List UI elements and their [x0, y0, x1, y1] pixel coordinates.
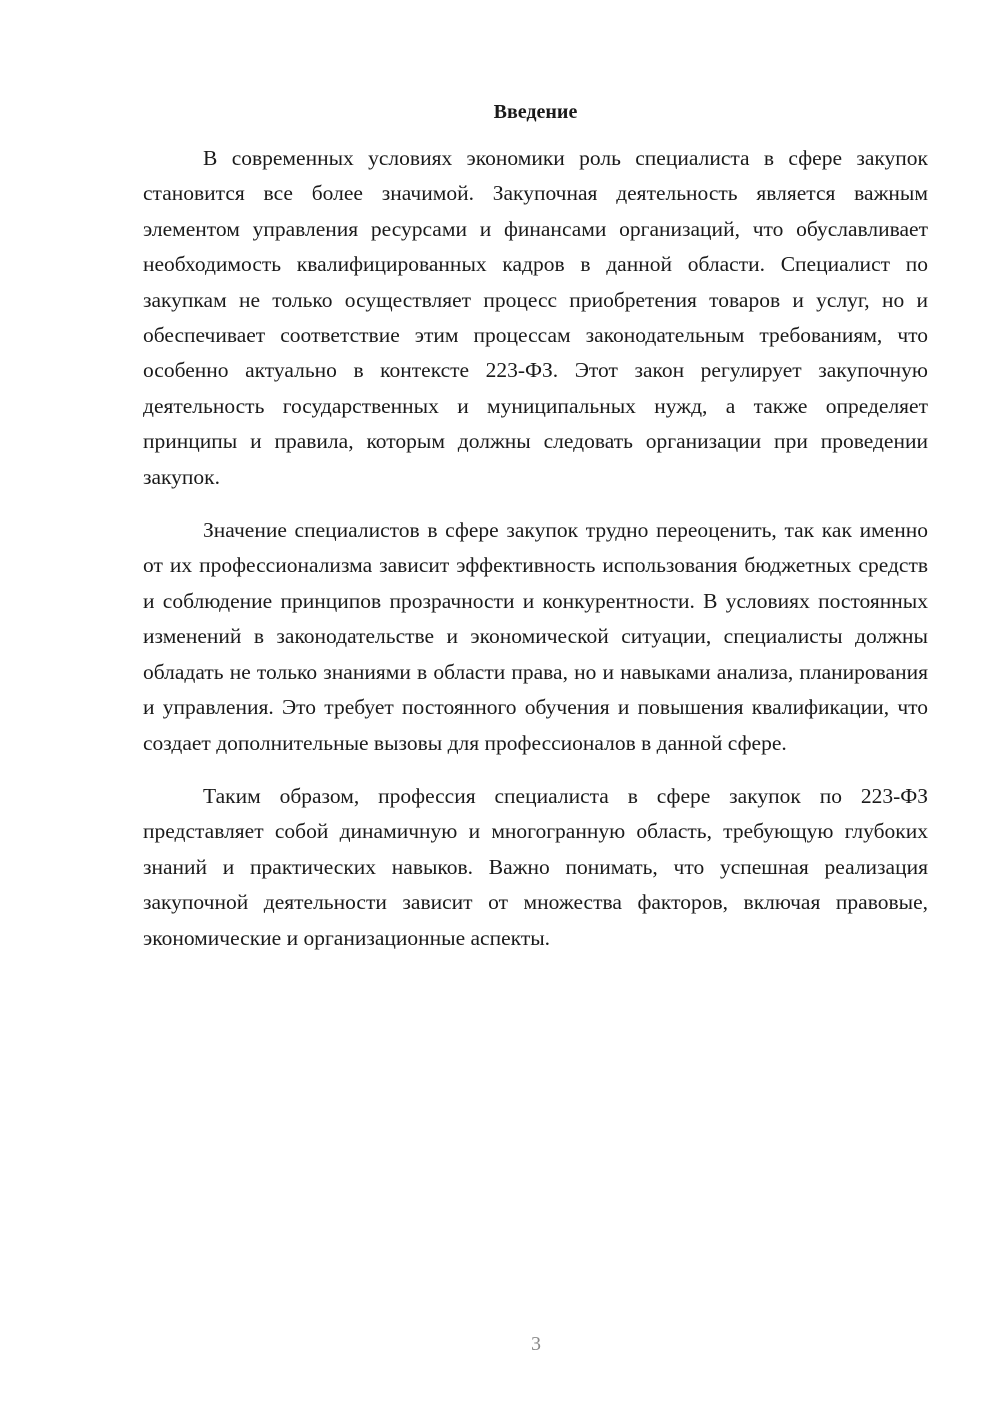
- paragraph-2: Значение специалистов в сфере закупок трудно переоценить, так как именно от их профессионализма зависит эффективность использования бюджетных средств и соблюдение принципов прозрачности и конкурентности. В условиях постоянных изменений в законодательстве и экономической ситуации, специалисты должны обладать не только знаниями в области права, но и навыками анализа, планирования и управления. Это требует постоянного обучения и повышения квалификации, что создает дополнительные вызовы для профессионалов в данной сфере.: [143, 518, 928, 755]
- paragraph-3: Таким образом, профессия специалиста в сфере закупок по 223-ФЗ представляет собой динамичную и многогранную область, требующую глубоких знаний и практических навыков. Важно понимать, что успешная реализация закупочной деятельности зависит от множества факторов, включая правовые, экономические и организационные аспекты.: [143, 783, 928, 950]
- section-heading: Введение: [493, 101, 578, 123]
- paragraph-1: В современных условиях экономики роль специалиста в сфере закупок становится все более значимой. Закупочная деятельность является важным элементом управления ресурсами и финансами организаций, что обуславливает необходимость квалифицированных кадров в данной области. Специалист по закупкам не только осуществляет процесс приобретения товаров и услуг, но и обеспечивает соответствие этим процессам законодательным требованиям, что особенно актуально в контексте 223-ФЗ. Этот закон регулирует закупочную деятельность государственных и муниципальных нужд, а также определяет принципы и правила, которым должны следовать организации при проведении закупок.: [143, 146, 928, 489]
- body-text: [143, 141, 928, 974]
- page-number: 3: [531, 1333, 541, 1355]
